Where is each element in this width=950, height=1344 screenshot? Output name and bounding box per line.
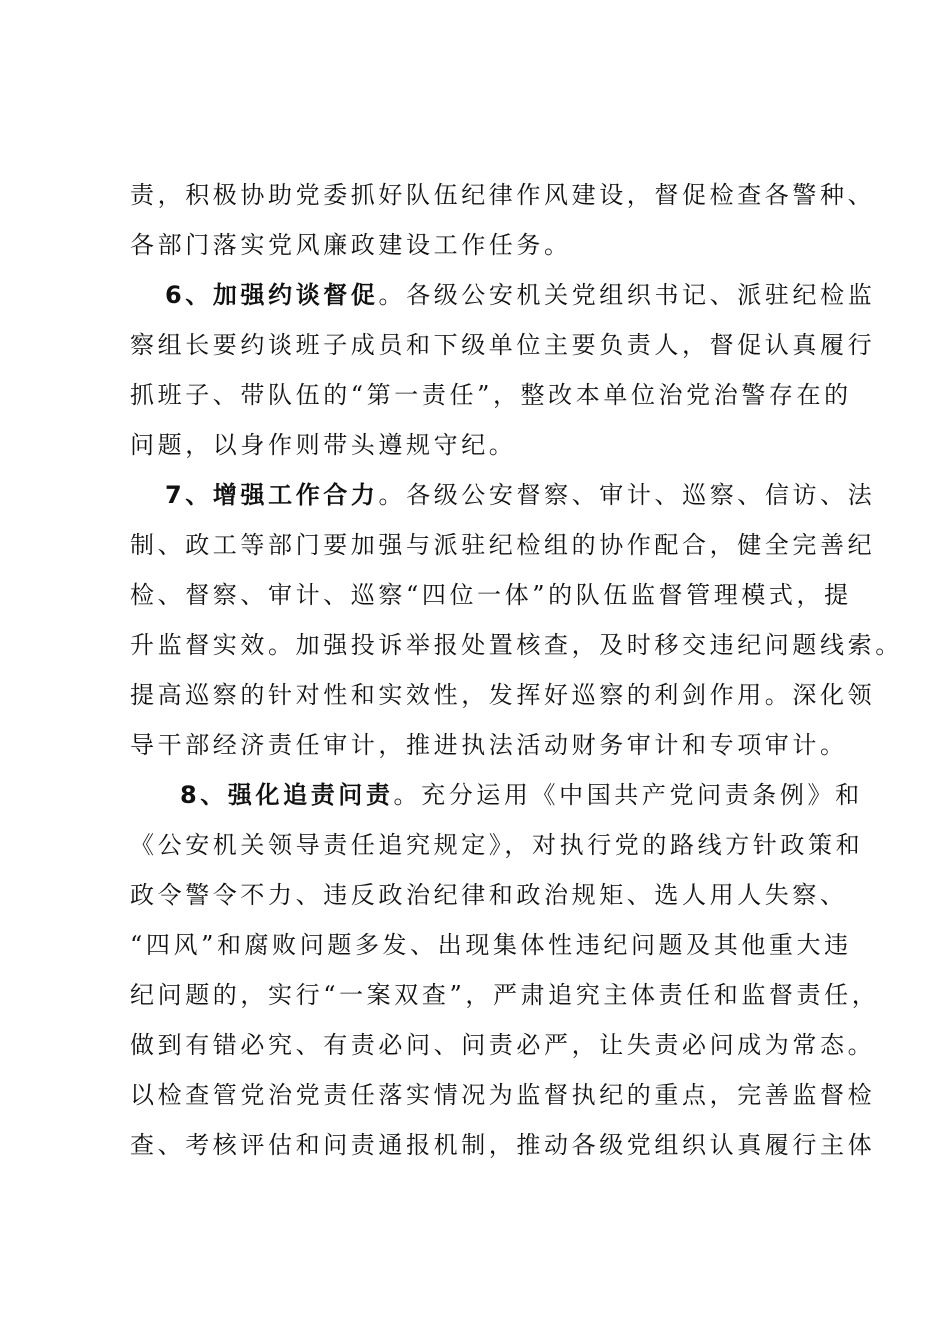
item-6-first-line bbox=[165, 277, 875, 313]
item-7-heading: 7、增强工作合力 bbox=[165, 481, 379, 509]
item-7-first-line bbox=[165, 477, 875, 513]
item-7-first-line-text: 。各级公安督察、审计、巡察、信访、法 bbox=[378, 481, 876, 509]
paragraph-line: 做到有错必究、有责必问、问责必严，让失责必问成为常态。 bbox=[130, 1031, 876, 1059]
paragraph-line: 提高巡察的针对性和实效性，发挥好巡察的利剑作用。深化领 bbox=[130, 681, 876, 709]
paragraph-line: 纪问题的，实行“一案双查”，严肃追究主体责任和监督责任， bbox=[130, 981, 880, 1009]
paragraph-line: “四风”和腐败问题多发、出现集体性违纪问题及其他重大违 bbox=[130, 931, 852, 959]
item-8-heading: 8、强化追责问责 bbox=[180, 781, 394, 809]
paragraph-line: 问题，以身作则带头遵规守纪。 bbox=[130, 431, 517, 459]
paragraph-line: 查、考核评估和问责通报机制，推动各级党组织认真履行主体 bbox=[130, 1131, 876, 1159]
paragraph-line: 检、督察、审计、巡察“四位一体”的队伍监督管理模式，提 bbox=[130, 581, 852, 609]
paragraph-line: 抓班子、带队伍的“第一责任”，整改本单位治党治警存在的 bbox=[130, 381, 852, 409]
paragraph-line: 责，积极协助党委抓好队伍纪律作风建设，督促检查各警种、 bbox=[130, 181, 876, 209]
item-6-first-line-text: 。各级公安机关党组织书记、派驻纪检监 bbox=[378, 281, 876, 309]
paragraph-line: 《公安机关领导责任追究规定》，对执行党的路线方针政策和 bbox=[130, 831, 864, 859]
paragraph-line: 政令警令不力、违反政治纪律和政治规矩、选人用人失察、 bbox=[130, 881, 848, 909]
item-8-first-line-text: 。充分运用《中国共产党问责条例》和 bbox=[393, 781, 863, 809]
paragraph-line: 察组长要约谈班子成员和下级单位主要负责人，督促认真履行 bbox=[130, 331, 876, 359]
item-8-first-line bbox=[180, 777, 863, 813]
item-6-heading: 6、加强约谈督促 bbox=[165, 281, 379, 309]
paragraph-line: 制、政工等部门要加强与派驻纪检组的协作配合，健全完善纪 bbox=[130, 531, 876, 559]
paragraph-line: 导干部经济责任审计，推进执法活动财务审计和专项审计。 bbox=[130, 731, 848, 759]
paragraph-line: 以检查管党治党责任落实情况为监督执纪的重点，完善监督检 bbox=[130, 1081, 876, 1109]
paragraph-line: 升监督实效。加强投诉举报处置核查，及时移交违纪问题线索。 bbox=[130, 631, 903, 659]
paragraph-line: 各部门落实党风廉政建设工作任务。 bbox=[130, 231, 572, 259]
